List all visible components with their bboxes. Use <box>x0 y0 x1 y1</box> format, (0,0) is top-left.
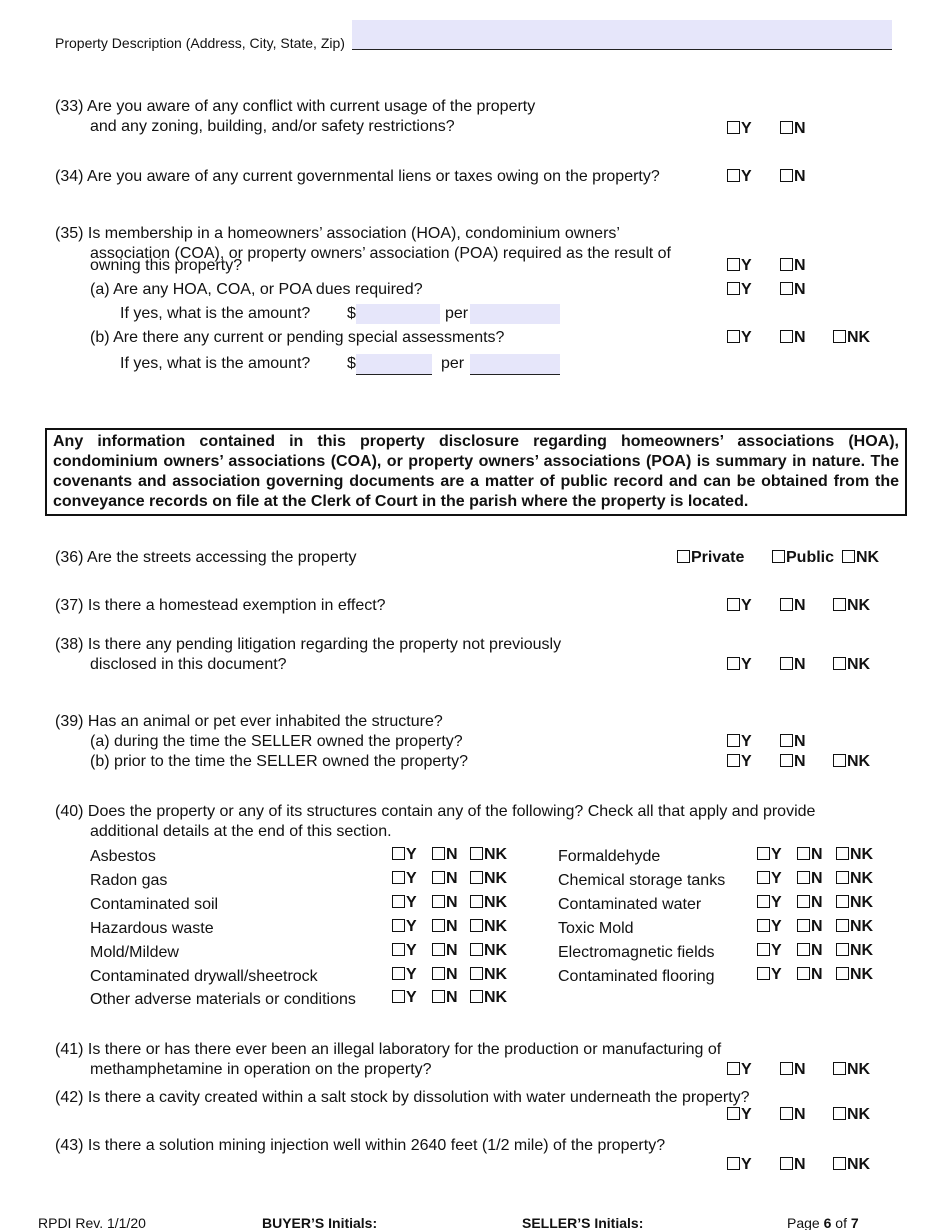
material-left-6-checkbox-y[interactable] <box>392 989 417 1007</box>
question-text: per <box>445 305 469 322</box>
q42-checkbox-n[interactable] <box>780 1106 806 1124</box>
checkbox-box[interactable] <box>727 734 740 747</box>
q43-checkbox-n[interactable] <box>780 1156 806 1174</box>
form-revision: RPDI Rev. 1/1/20 <box>38 1215 146 1230</box>
material-label: Chemical storage tanks <box>558 872 726 889</box>
question-text: (42) Is there a cavity created within a salt stock by dissolution with water underneath the property? <box>55 1089 750 1106</box>
material-left-6-checkbox-n[interactable] <box>432 989 458 1007</box>
question-text: (b) prior to the time the SELLER owned the property? <box>90 753 468 770</box>
question-text: $ <box>347 355 356 372</box>
checkbox-box[interactable] <box>727 330 740 343</box>
checkbox-box[interactable] <box>432 990 445 1003</box>
q34-checkbox-n[interactable] <box>780 168 806 186</box>
material-right-4-checkbox-y[interactable] <box>757 942 782 960</box>
question-text: (b) Are there any current or pending special assessments? <box>90 329 505 346</box>
question-text: (a) Are any HOA, COA, or POA dues required? <box>90 281 423 298</box>
property-description-field[interactable] <box>352 20 892 50</box>
checkbox-label: N <box>794 597 806 614</box>
checkbox-label: N <box>794 120 806 137</box>
material-left-1-checkbox-nk[interactable] <box>470 870 507 888</box>
q39a-checkbox-n[interactable] <box>780 733 806 751</box>
checkbox-box[interactable] <box>780 754 793 767</box>
checkbox-label: Y <box>741 329 752 346</box>
checkbox-box[interactable] <box>780 734 793 747</box>
checkbox-box[interactable] <box>392 895 405 908</box>
checkbox-label: N <box>794 656 806 673</box>
checkbox-box[interactable] <box>727 598 740 611</box>
checkbox-label: N <box>811 966 823 983</box>
checkbox-label: Y <box>741 1156 752 1173</box>
checkbox-box[interactable] <box>392 847 405 860</box>
q38-checkbox-n[interactable] <box>780 656 806 674</box>
checkbox-label: Y <box>406 989 417 1006</box>
checkbox-label: Public <box>786 549 835 566</box>
material-left-2-checkbox-nk[interactable] <box>470 894 507 912</box>
checkbox-label: NK <box>850 942 874 959</box>
page-number: Page 6 of 7 <box>787 1215 859 1230</box>
material-right-0-checkbox-y[interactable] <box>757 846 782 864</box>
checkbox-box[interactable] <box>470 943 483 956</box>
checkbox-label: N <box>794 1156 806 1173</box>
checkbox-box[interactable] <box>757 943 770 956</box>
hoa-dues-amount[interactable] <box>356 304 440 324</box>
assessment-period[interactable] <box>470 354 560 375</box>
seller-initials-2[interactable] <box>702 1214 740 1230</box>
checkbox-label: Y <box>741 753 752 770</box>
material-left-1-checkbox-y[interactable] <box>392 870 417 888</box>
checkbox-label: N <box>794 1106 806 1123</box>
material-right-1-checkbox-y[interactable] <box>757 870 782 888</box>
checkbox-label: N <box>446 989 458 1006</box>
hoa-notice-box: Any information contained in this property disclosure regarding homeowners’ associations (HOA), condominium owners’ associations (COA), or property owners’ associations (POA) is summary in nature. The covenants and association governing documents are a matter of public record and can be obtained from the conveyance records on file at the Clerk of Court in the parish where the property is located. <box>45 428 907 516</box>
checkbox-box[interactable] <box>836 943 849 956</box>
material-label: Radon gas <box>90 872 168 889</box>
checkbox-label: NK <box>847 597 871 614</box>
checkbox-box[interactable] <box>833 330 846 343</box>
checkbox-box[interactable] <box>392 919 405 932</box>
checkbox-label: Y <box>771 846 782 863</box>
q36-checkbox-public[interactable] <box>772 549 834 567</box>
material-label: Contaminated flooring <box>558 968 715 985</box>
checkbox-box[interactable] <box>780 330 793 343</box>
q33-checkbox-n[interactable] <box>780 120 806 138</box>
material-left-1-checkbox-n[interactable] <box>432 870 458 888</box>
q35a-checkbox-n[interactable] <box>780 281 806 299</box>
checkbox-box[interactable] <box>727 657 740 670</box>
checkbox-box[interactable] <box>797 895 810 908</box>
material-left-2-checkbox-n[interactable] <box>432 894 458 912</box>
material-label: Asbestos <box>90 848 156 865</box>
question-text: (34) Are you aware of any current governmental liens or taxes owing on the property? <box>55 168 660 185</box>
checkbox-box[interactable] <box>392 943 405 956</box>
checkbox-box[interactable] <box>432 919 445 932</box>
checkbox-box[interactable] <box>727 1157 740 1170</box>
material-right-0-checkbox-nk[interactable] <box>836 846 873 864</box>
checkbox-box[interactable] <box>432 895 445 908</box>
checkbox-box[interactable] <box>833 1062 846 1075</box>
checkbox-label: N <box>811 942 823 959</box>
checkbox-label: Y <box>406 846 417 863</box>
question-text: (36) Are the streets accessing the property <box>55 549 357 566</box>
checkbox-box[interactable] <box>470 919 483 932</box>
q38-checkbox-y[interactable] <box>727 656 752 674</box>
checkbox-label: N <box>446 942 458 959</box>
checkbox-label: Y <box>741 120 752 137</box>
q35a-checkbox-y[interactable] <box>727 281 752 299</box>
question-text: methamphetamine in operation on the property? <box>90 1061 432 1078</box>
material-right-5-checkbox-nk[interactable] <box>836 966 873 984</box>
checkbox-box[interactable] <box>797 847 810 860</box>
material-left-4-checkbox-y[interactable] <box>392 942 417 960</box>
question-text: and any zoning, building, and/or safety restrictions? <box>90 118 455 135</box>
checkbox-box[interactable] <box>677 550 690 563</box>
q35b-checkbox-y[interactable] <box>727 329 752 347</box>
material-left-4-checkbox-n[interactable] <box>432 942 458 960</box>
material-label: Contaminated water <box>558 896 702 913</box>
q41-checkbox-nk[interactable] <box>833 1061 870 1079</box>
question-text: (41) Is there or has there ever been an illegal laboratory for the production or manufacturing of <box>55 1041 722 1058</box>
checkbox-label: Y <box>741 281 752 298</box>
q41-checkbox-y[interactable] <box>727 1061 752 1079</box>
seller-initials-1[interactable] <box>652 1214 690 1230</box>
checkbox-box[interactable] <box>836 919 849 932</box>
question-text: (38) Is there any pending litigation regarding the property not previously <box>55 636 562 653</box>
material-right-5-checkbox-n[interactable] <box>797 966 823 984</box>
assessment-amount[interactable] <box>356 354 432 375</box>
checkbox-label: NK <box>847 753 871 770</box>
material-left-0-checkbox-nk[interactable] <box>470 846 507 864</box>
question-text: (37) Is there a homestead exemption in effect? <box>55 597 386 614</box>
checkbox-label: N <box>811 870 823 887</box>
material-left-3-checkbox-y[interactable] <box>392 918 417 936</box>
q33-checkbox-y[interactable] <box>727 120 752 138</box>
checkbox-box[interactable] <box>727 1062 740 1075</box>
q43-checkbox-nk[interactable] <box>833 1156 870 1174</box>
material-label: Mold/Mildew <box>90 944 179 961</box>
checkbox-box[interactable] <box>797 967 810 980</box>
buyer-initials-label: BUYER’S Initials: <box>262 1215 378 1230</box>
checkbox-box[interactable] <box>470 967 483 980</box>
material-label: Contaminated soil <box>90 896 219 913</box>
checkbox-box[interactable] <box>432 943 445 956</box>
material-label: Hazardous waste <box>90 920 214 937</box>
checkbox-label: NK <box>850 918 874 935</box>
property-description-label: Property Description (Address, City, State, Zip) <box>55 35 345 51</box>
q36-checkbox-private[interactable] <box>677 549 744 567</box>
checkbox-box[interactable] <box>833 657 846 670</box>
checkbox-label: Y <box>741 1106 752 1123</box>
checkbox-box[interactable] <box>833 1157 846 1170</box>
question-text: If yes, what is the amount? <box>120 305 311 322</box>
checkbox-box[interactable] <box>470 990 483 1003</box>
checkbox-box[interactable] <box>470 847 483 860</box>
material-label: Formaldehyde <box>558 848 661 865</box>
checkbox-box[interactable] <box>727 258 740 271</box>
checkbox-box[interactable] <box>797 871 810 884</box>
material-left-3-checkbox-n[interactable] <box>432 918 458 936</box>
checkbox-label: NK <box>484 918 508 935</box>
checkbox-box[interactable] <box>780 1107 793 1120</box>
checkbox-box[interactable] <box>432 871 445 884</box>
checkbox-label: N <box>794 1061 806 1078</box>
material-right-2-checkbox-n[interactable] <box>797 894 823 912</box>
material-left-0-checkbox-n[interactable] <box>432 846 458 864</box>
checkbox-box[interactable] <box>392 990 405 1003</box>
checkbox-label: N <box>446 870 458 887</box>
checkbox-box[interactable] <box>757 847 770 860</box>
checkbox-label: Y <box>741 1061 752 1078</box>
checkbox-label: NK <box>484 989 508 1006</box>
q41-checkbox-n[interactable] <box>780 1061 806 1079</box>
checkbox-label: Y <box>741 257 752 274</box>
q39b-checkbox-y[interactable] <box>727 753 752 771</box>
q39a-checkbox-y[interactable] <box>727 733 752 751</box>
q35b-checkbox-n[interactable] <box>780 329 806 347</box>
checkbox-box[interactable] <box>727 754 740 767</box>
material-right-2-checkbox-nk[interactable] <box>836 894 873 912</box>
checkbox-label: Y <box>406 894 417 911</box>
checkbox-label: N <box>794 257 806 274</box>
checkbox-label: Y <box>406 942 417 959</box>
checkbox-label: NK <box>847 1156 871 1173</box>
checkbox-box[interactable] <box>833 1107 846 1120</box>
buyer-initials-1[interactable] <box>385 1214 423 1230</box>
material-label: Contaminated drywall/sheetrock <box>90 968 318 985</box>
checkbox-box[interactable] <box>470 895 483 908</box>
material-left-5-checkbox-nk[interactable] <box>470 966 507 984</box>
checkbox-box[interactable] <box>757 919 770 932</box>
q42-checkbox-nk[interactable] <box>833 1106 870 1124</box>
checkbox-label: Y <box>406 966 417 983</box>
checkbox-label: N <box>811 846 823 863</box>
checkbox-box[interactable] <box>757 895 770 908</box>
checkbox-box[interactable] <box>727 282 740 295</box>
question-text: (a) during the time the SELLER owned the property? <box>90 733 463 750</box>
checkbox-box[interactable] <box>772 550 785 563</box>
q35-checkbox-n[interactable] <box>780 257 806 275</box>
material-left-3-checkbox-nk[interactable] <box>470 918 507 936</box>
hoa-dues-period[interactable] <box>470 304 560 324</box>
material-right-1-checkbox-nk[interactable] <box>836 870 873 888</box>
checkbox-label: NK <box>850 870 874 887</box>
checkbox-box[interactable] <box>836 847 849 860</box>
checkbox-box[interactable] <box>780 1157 793 1170</box>
checkbox-label: NK <box>484 894 508 911</box>
checkbox-label: Y <box>771 918 782 935</box>
checkbox-box[interactable] <box>780 121 793 134</box>
checkbox-box[interactable] <box>727 169 740 182</box>
material-left-6-checkbox-nk[interactable] <box>470 989 507 1007</box>
checkbox-label: Y <box>741 168 752 185</box>
question-text: (43) Is there a solution mining injection well within 2640 feet (1/2 mile) of the property? <box>55 1137 666 1154</box>
checkbox-label: N <box>446 846 458 863</box>
checkbox-box[interactable] <box>470 871 483 884</box>
material-right-3-checkbox-nk[interactable] <box>836 918 873 936</box>
checkbox-label: Y <box>741 656 752 673</box>
q37-checkbox-nk[interactable] <box>833 597 870 615</box>
question-text: (40) Does the property or any of its structures contain any of the following? Check all that apply and provide <box>55 803 816 820</box>
question-text: (35) Is membership in a homeowners’ association (HOA), condominium owners’ <box>55 225 620 242</box>
question-text: additional details at the end of this section. <box>90 823 392 840</box>
checkbox-box[interactable] <box>833 598 846 611</box>
material-left-5-checkbox-n[interactable] <box>432 966 458 984</box>
checkbox-box[interactable] <box>797 943 810 956</box>
question-text: (33) Are you aware of any conflict with current usage of the property <box>55 98 536 115</box>
question-text: If yes, what is the amount? <box>120 355 311 372</box>
checkbox-label: N <box>794 281 806 298</box>
checkbox-label: N <box>446 918 458 935</box>
checkbox-label: NK <box>484 966 508 983</box>
checkbox-box[interactable] <box>780 1062 793 1075</box>
checkbox-box[interactable] <box>780 258 793 271</box>
question-text: $ <box>347 305 356 322</box>
material-label: Toxic Mold <box>558 920 634 937</box>
material-left-0-checkbox-y[interactable] <box>392 846 417 864</box>
material-left-2-checkbox-y[interactable] <box>392 894 417 912</box>
q39b-checkbox-n[interactable] <box>780 753 806 771</box>
checkbox-box[interactable] <box>727 1107 740 1120</box>
q43-checkbox-y[interactable] <box>727 1156 752 1174</box>
q37-checkbox-y[interactable] <box>727 597 752 615</box>
checkbox-label: NK <box>484 870 508 887</box>
checkbox-label: N <box>811 918 823 935</box>
checkbox-label: N <box>794 168 806 185</box>
checkbox-label: NK <box>847 1061 871 1078</box>
material-right-5-checkbox-y[interactable] <box>757 966 782 984</box>
question-text: (39) Has an animal or pet ever inhabited the structure? <box>55 713 443 730</box>
material-right-1-checkbox-n[interactable] <box>797 870 823 888</box>
checkbox-label: Y <box>771 942 782 959</box>
checkbox-label: NK <box>850 894 874 911</box>
material-right-2-checkbox-y[interactable] <box>757 894 782 912</box>
checkbox-label: NK <box>484 942 508 959</box>
checkbox-label: N <box>446 894 458 911</box>
checkbox-box[interactable] <box>392 967 405 980</box>
material-right-3-checkbox-y[interactable] <box>757 918 782 936</box>
material-label: Electromagnetic fields <box>558 944 715 961</box>
checkbox-label: NK <box>847 1106 871 1123</box>
material-left-5-checkbox-y[interactable] <box>392 966 417 984</box>
material-label: Other adverse materials or conditions <box>90 991 356 1008</box>
checkbox-label: N <box>811 894 823 911</box>
question-text: owning this property? <box>90 257 243 274</box>
q34-checkbox-y[interactable] <box>727 168 752 186</box>
checkbox-box[interactable] <box>432 967 445 980</box>
question-text: association (COA), or property owners’ association (POA) required as the result of <box>90 245 671 262</box>
question-text: disclosed in this document? <box>90 656 287 673</box>
seller-initials-label: SELLER’S Initials: <box>522 1215 644 1230</box>
material-right-0-checkbox-n[interactable] <box>797 846 823 864</box>
q39b-checkbox-nk[interactable] <box>833 753 870 771</box>
material-right-4-checkbox-nk[interactable] <box>836 942 873 960</box>
q42-checkbox-y[interactable] <box>727 1106 752 1124</box>
checkbox-box[interactable] <box>797 919 810 932</box>
checkbox-box[interactable] <box>392 871 405 884</box>
question-text: per <box>441 355 465 372</box>
checkbox-label: Private <box>691 549 745 566</box>
checkbox-box[interactable] <box>836 871 849 884</box>
q35-checkbox-y[interactable] <box>727 257 752 275</box>
checkbox-label: NK <box>484 846 508 863</box>
checkbox-box[interactable] <box>836 967 849 980</box>
checkbox-box[interactable] <box>780 598 793 611</box>
checkbox-label: NK <box>847 656 871 673</box>
q36-checkbox-nk[interactable] <box>842 549 879 567</box>
checkbox-label: N <box>446 966 458 983</box>
checkbox-label: NK <box>850 846 874 863</box>
buyer-initials-2[interactable] <box>434 1214 472 1230</box>
material-right-4-checkbox-n[interactable] <box>797 942 823 960</box>
checkbox-box[interactable] <box>836 895 849 908</box>
material-left-4-checkbox-nk[interactable] <box>470 942 507 960</box>
checkbox-label: N <box>794 733 806 750</box>
checkbox-box[interactable] <box>757 871 770 884</box>
checkbox-label: N <box>794 329 806 346</box>
checkbox-label: Y <box>741 597 752 614</box>
checkbox-box[interactable] <box>780 169 793 182</box>
checkbox-label: Y <box>406 918 417 935</box>
checkbox-box[interactable] <box>833 754 846 767</box>
checkbox-label: Y <box>771 870 782 887</box>
q35b-checkbox-nk[interactable] <box>833 329 870 347</box>
checkbox-label: Y <box>771 894 782 911</box>
checkbox-box[interactable] <box>757 967 770 980</box>
checkbox-label: Y <box>406 870 417 887</box>
checkbox-label: Y <box>771 966 782 983</box>
checkbox-label: N <box>794 753 806 770</box>
material-right-3-checkbox-n[interactable] <box>797 918 823 936</box>
checkbox-label: NK <box>847 329 871 346</box>
checkbox-box[interactable] <box>842 550 855 563</box>
checkbox-box[interactable] <box>780 657 793 670</box>
checkbox-label: NK <box>856 549 880 566</box>
q38-checkbox-nk[interactable] <box>833 656 870 674</box>
checkbox-label: NK <box>850 966 874 983</box>
checkbox-box[interactable] <box>780 282 793 295</box>
checkbox-box[interactable] <box>727 121 740 134</box>
checkbox-label: Y <box>741 733 752 750</box>
q37-checkbox-n[interactable] <box>780 597 806 615</box>
checkbox-box[interactable] <box>432 847 445 860</box>
